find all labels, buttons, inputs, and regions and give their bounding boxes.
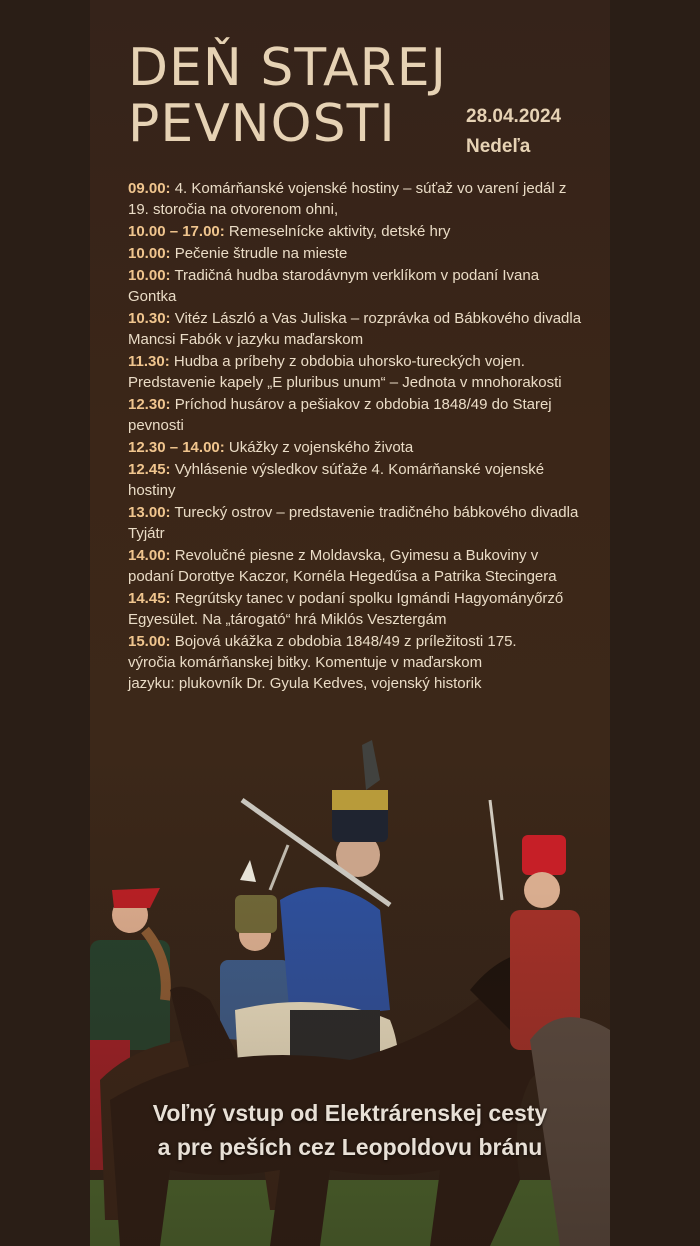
schedule-item	[128, 308, 588, 350]
schedule-time: 11.30:	[128, 353, 170, 370]
schedule-time: 13.00:	[128, 504, 171, 521]
schedule-description: Revolučné piesne z Moldavska, Gyimesu a Bukoviny v podaní Dorottye Kaczor, Kornéla Hegedűsa a Patrika Stecingera	[128, 547, 557, 585]
schedule-time: 12.45:	[128, 461, 171, 478]
schedule-item	[128, 545, 588, 587]
schedule-description: 4. Komárňanské vojenské hostiny – súťaž vo varení jedál z 19. storočia na otvorenom ohni,	[128, 180, 567, 218]
title-line-2: PEVNOSTI	[128, 94, 396, 154]
left-border	[0, 0, 90, 1246]
schedule-item	[128, 243, 588, 264]
schedule-item	[128, 221, 588, 242]
title-line-1: DEŇ STAREJ	[128, 38, 447, 98]
entry-note-line-1: Voľný vstup od Elektrárenskej cesty	[152, 1100, 548, 1126]
schedule-list	[128, 178, 588, 695]
schedule-item	[128, 459, 588, 501]
schedule-time: 10.00:	[128, 245, 171, 262]
schedule-item	[128, 631, 528, 694]
schedule-time: 10.30:	[128, 310, 171, 327]
schedule-time: 10.00:	[128, 267, 171, 284]
entry-note	[90, 1096, 610, 1164]
hussar-cavalry-photo	[90, 740, 610, 1246]
event-date: 28.04.2024	[466, 106, 562, 127]
schedule-description: Tradičná hudba starodávnym verklíkom v podaní Ivana Gontka	[128, 267, 540, 305]
schedule-description: Remeselnícke aktivity, detské hry	[224, 223, 451, 240]
schedule-time: 12.30 – 14.00:	[128, 439, 225, 456]
schedule-item	[128, 437, 588, 458]
schedule-time: 12.30:	[128, 396, 171, 413]
schedule-time: 15.00:	[128, 633, 171, 650]
schedule-description: Hudba a príbehy z obdobia uhorsko-tureckých vojen. Predstavenie kapely „E pluribus unum“ – Jednota v mnohorakosti	[128, 353, 562, 391]
schedule-description: Príchod husárov a pešiakov z obdobia 1848/49 do Starej pevnosti	[128, 396, 552, 434]
schedule-item	[128, 178, 588, 220]
poster-title	[128, 40, 488, 152]
schedule-time: 14.45:	[128, 590, 171, 607]
schedule-item	[128, 502, 588, 544]
schedule-description: Bojová ukážka z obdobia 1848/49 z príležitosti 175. výročia komárňanskej bitky. Komentuje v maďarskom jazyku: plukovník Dr. Gyula Kedves, vojenský historik	[128, 633, 517, 692]
schedule-time: 09.00:	[128, 180, 171, 197]
schedule-time: 10.00 – 17.00:	[128, 223, 225, 240]
schedule-item	[128, 588, 588, 630]
schedule-description: Regrútsky tanec v podaní spolku Igmándi Hagyományőrző Egyesület. Na „tárogató“ hrá Miklós Vesztergám	[128, 590, 564, 628]
schedule-description: Vyhlásenie výsledkov súťaže 4. Komárňanské vojenské hostiny	[128, 461, 545, 499]
event-day: Nedeľa	[466, 136, 531, 157]
entry-note-line-2: a pre peších cez Leopoldovu bránu	[157, 1134, 543, 1160]
right-border	[610, 0, 700, 1246]
schedule-time: 14.00:	[128, 547, 171, 564]
schedule-item	[128, 394, 588, 436]
schedule-description: Turecký ostrov – predstavenie tradičného bábkového divadla Tyjátr	[128, 504, 579, 542]
schedule-description: Vitéz László a Vas Juliska – rozprávka od Bábkového divadla Mancsi Fabók v jazyku maďarskom	[128, 310, 582, 348]
schedule-item	[128, 351, 588, 393]
schedule-description: Pečenie štrudle na mieste	[170, 245, 348, 262]
schedule-description: Ukážky z vojenského života	[224, 439, 414, 456]
schedule-item	[128, 265, 588, 307]
